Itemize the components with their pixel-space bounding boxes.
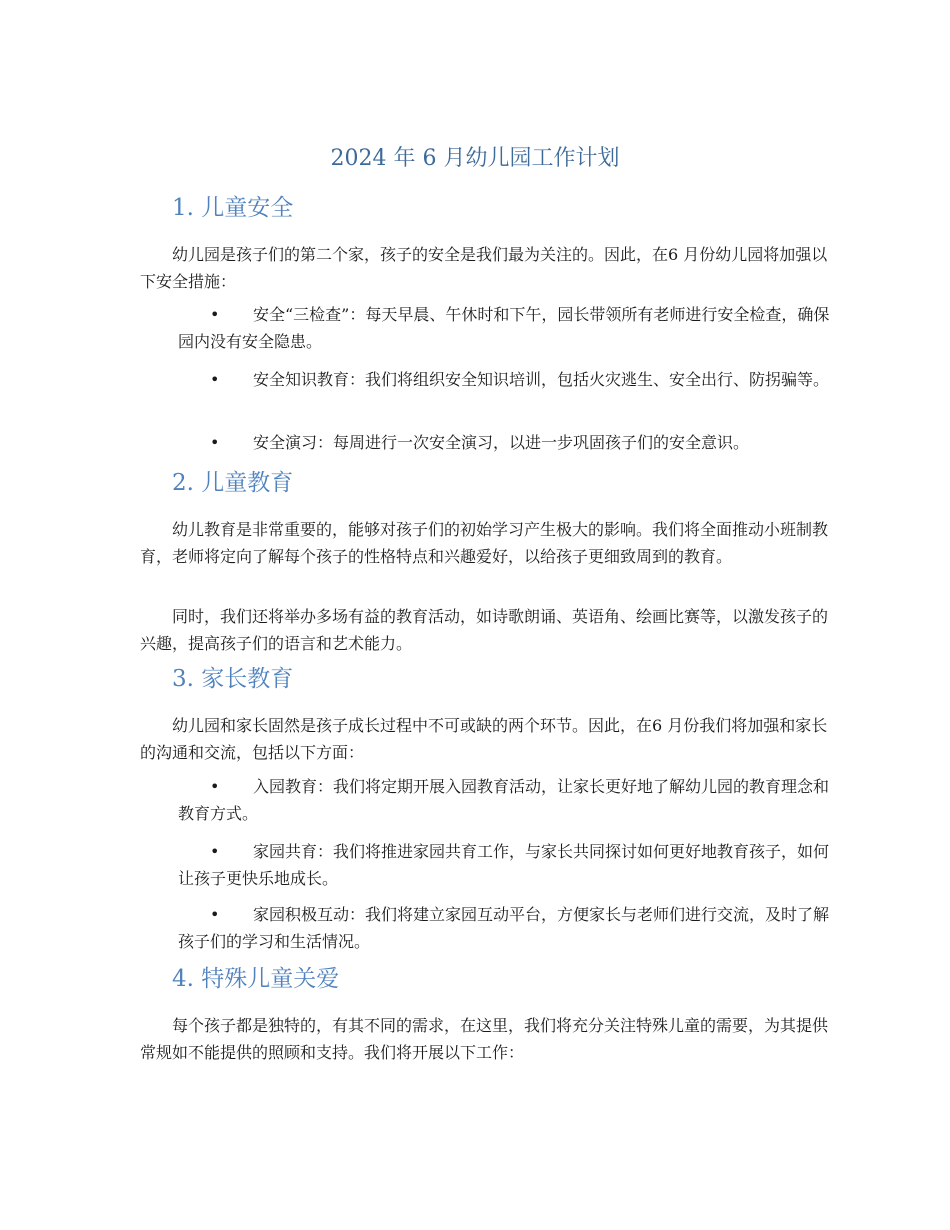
list-item — [178, 301, 830, 355]
section-heading-special-care: 4. 特殊儿童关爱 — [172, 966, 340, 992]
section-heading-child-safety: 1. 儿童安全 — [172, 195, 294, 221]
list-item-text: 入园教育：我们将定期开展入园教育活动，让家长更好地了解幼儿园的教育理念和教育方式。 — [178, 777, 830, 823]
list-item-text: 安全演习：每周进行一次安全演习，以进一步巩固孩子们的安全意识。 — [253, 433, 750, 452]
list-item — [178, 773, 830, 827]
list-item-text: 安全“三检查”：每天早晨、午休时和下午，园长带领所有老师进行安全检查，确保园内没有安全隐患。 — [178, 305, 830, 351]
bullet-icon: • — [210, 370, 220, 389]
list-item-text: 安全知识教育：我们将组织安全知识培训，包括火灾逃生、安全出行、防拐骗等。 — [253, 370, 830, 389]
paragraph: 幼儿园和家长固然是孩子成长过程中不可或缺的两个环节。因此，在6 月份我们将加强和家长的沟通和交流，包括以下方面： — [140, 716, 828, 762]
list-item-text: 家园积极互动：我们将建立家园互动平台，方便家长与老师们进行交流，及时了解孩子们的学习和生活情况。 — [178, 905, 830, 951]
paragraph: 幼儿园是孩子们的第二个家，孩子的安全是我们最为关注的。因此，在6 月份幼儿园将加强以下安全措施： — [140, 245, 828, 291]
document-title: 2024 年 6 月幼儿园工作计划 — [330, 146, 620, 171]
list-item — [178, 429, 830, 456]
section-heading-child-education: 2. 儿童教育 — [172, 470, 294, 496]
paragraph: 每个孩子都是独特的，有其不同的需求，在这里，我们将充分关注特殊儿童的需要，为其提供常规如不能提供的照顾和支持。我们将开展以下工作： — [140, 1016, 829, 1062]
paragraph: 幼儿教育是非常重要的，能够对孩子们的初始学习产生极大的影响。我们将全面推动小班制教育，老师将定向了解每个孩子的性格特点和兴趣爱好，以给孩子更细致周到的教育。 — [140, 520, 829, 566]
list-item-text: 家园共育：我们将推进家园共育工作，与家长共同探讨如何更好地教育孩子，如何让孩子更快乐地成长。 — [178, 842, 830, 888]
bullet-icon: • — [210, 905, 220, 924]
list-item — [178, 901, 830, 955]
bullet-icon: • — [210, 305, 220, 324]
bullet-icon: • — [210, 777, 220, 796]
bullet-icon: • — [210, 842, 220, 861]
bullet-icon: • — [210, 433, 220, 452]
list-item — [178, 838, 830, 892]
list-item — [178, 366, 830, 393]
section-heading-parent-education: 3. 家长教育 — [172, 666, 294, 692]
paragraph: 同时，我们还将举办多场有益的教育活动，如诗歌朗诵、英语角、绘画比赛等，以激发孩子的兴趣，提高孩子们的语言和艺术能力。 — [140, 607, 829, 653]
